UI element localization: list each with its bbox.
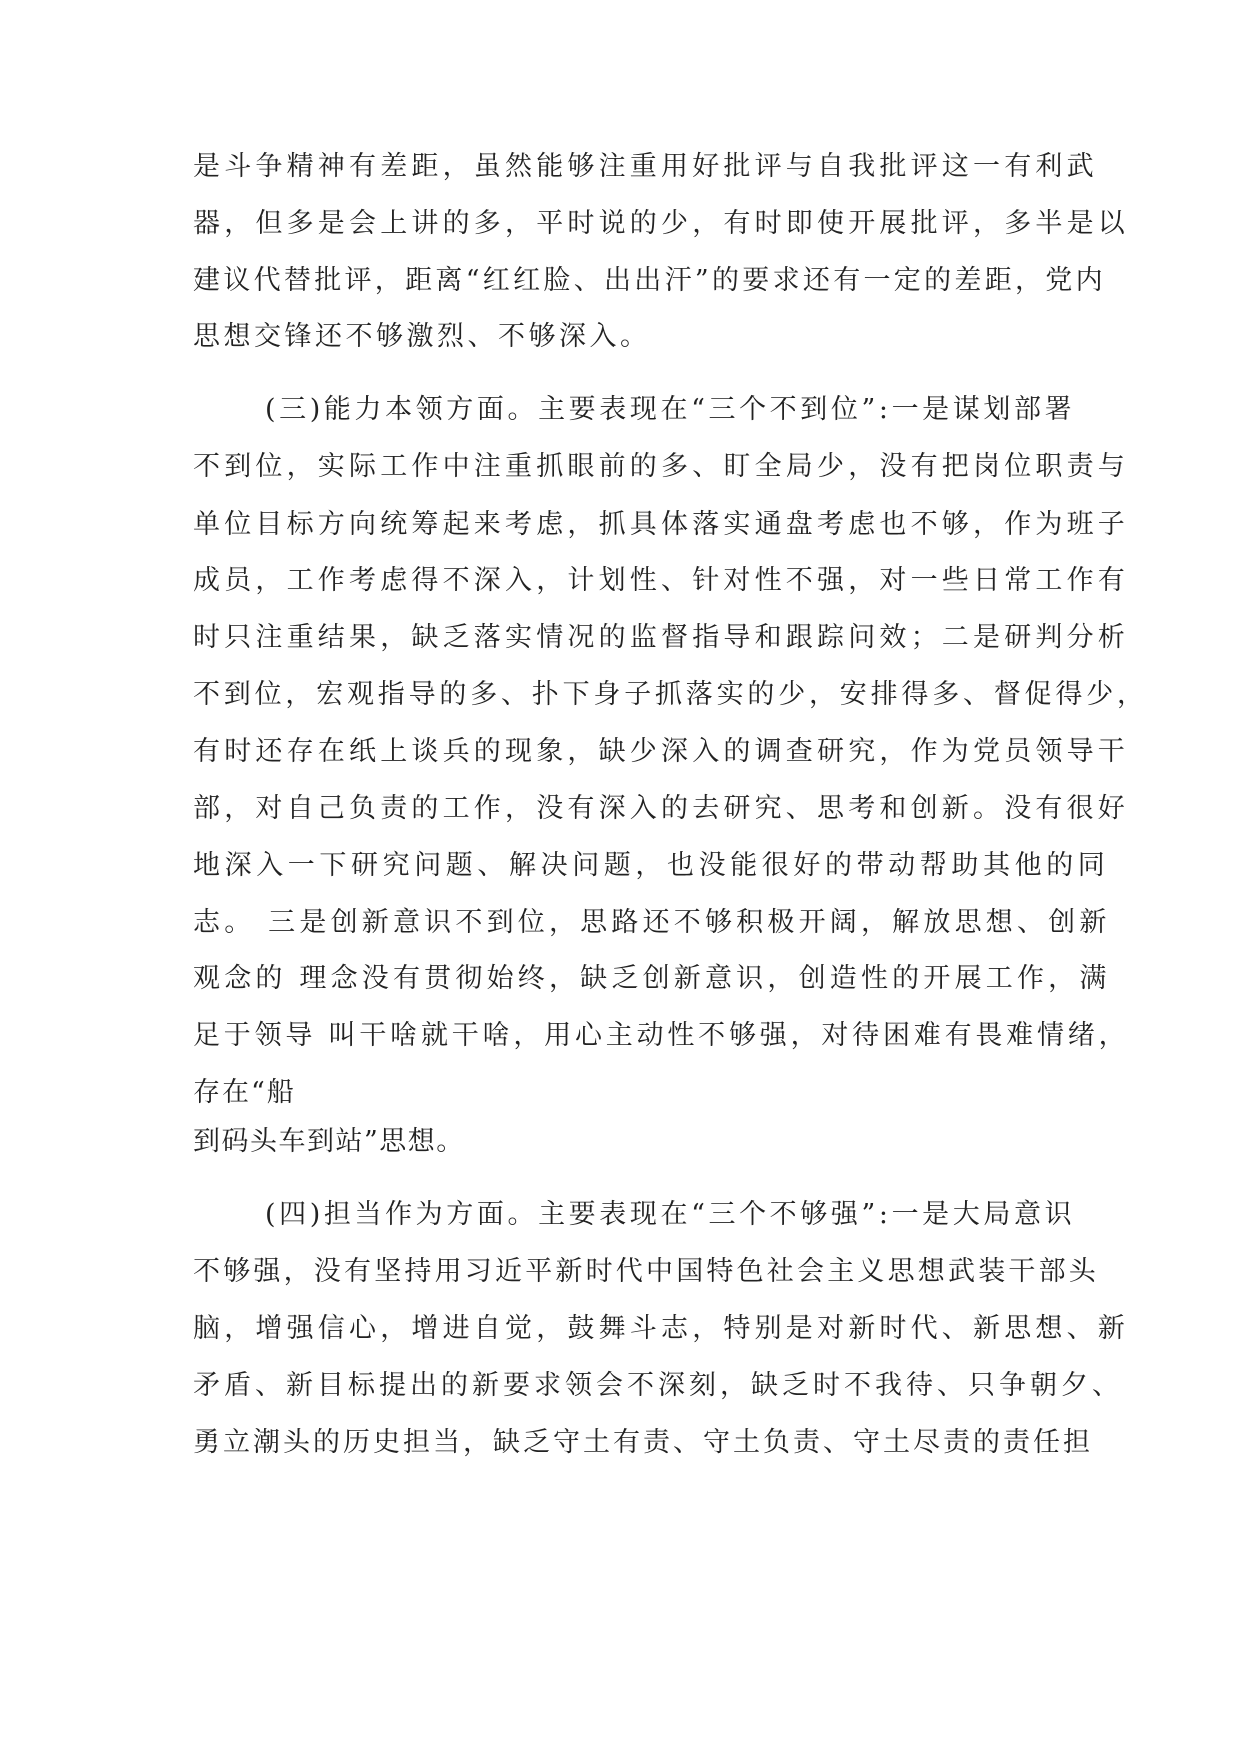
text-line: 有时还存在纸上谈兵的现象，缺少深入的调查研究，作为党员领导干 — [193, 736, 1129, 767]
text-line: 到码头车到站”思想。 — [193, 1126, 465, 1157]
text-line: (三)能力本领方面。主要表现在“三个不到位”:一是谋划部署 — [265, 394, 1076, 425]
text-line: 观念的 理念没有贯彻始终，缺乏创新意识，创造性的开展工作，满 — [193, 963, 1111, 994]
text-line: 是斗争精神有差距，虽然能够注重用好批评与自我批评这一有利武 — [193, 151, 1098, 182]
text-line: 建议代替批评，距离“红红脸、出出汗”的要求还有一定的差距，党内 — [193, 265, 1106, 296]
text-line: 不到位，实际工作中注重抓眼前的多、盯全局少，没有把岗位职责与 — [193, 451, 1129, 482]
text-line: 思想交锋还不够激烈、不够深入。 — [193, 321, 651, 352]
text-line: 器，但多是会上讲的多，平时说的少，有时即使开展批评，多半是以 — [193, 208, 1129, 239]
text-line: 单位目标方向统筹起来考虑，抓具体落实通盘考虑也不够，作为班子 — [193, 509, 1129, 540]
text-line: 不够强，没有坚持用习近平新时代中国特色社会主义思想武装干部头 — [193, 1256, 1099, 1287]
text-line: 足于领导 叫干啥就干啥，用心主动性不够强，对待困难有畏难情绪， — [193, 1020, 1130, 1051]
text-line: 不到位，宏观指导的多、扑下身子抓落实的少，安排得多、督促得少， — [193, 679, 1148, 710]
text-line: 脑，增强信心，增进自觉，鼓舞斗志，特别是对新时代、新思想、新 — [193, 1313, 1129, 1344]
text-line: 矛盾、新目标提出的新要求领会不深刻，缺乏时不我待、只争朝夕、 — [193, 1370, 1123, 1401]
text-line: 时只注重结果，缺乏落实情况的监督指导和跟踪问效；二是研判分析 — [193, 622, 1129, 653]
text-line: 志。 三是创新意识不到位，思路还不够积极开阔，解放思想、创新 — [193, 907, 1111, 938]
text-line: 部，对自己负责的工作，没有深入的去研究、思考和创新。没有很好 — [193, 793, 1129, 824]
text-line: 勇立潮头的历史担当，缺乏守土有责、守土负责、守土尽责的责任担 — [193, 1427, 1093, 1458]
text-line: (四)担当作为方面。主要表现在“三个不够强”:一是大局意识 — [265, 1199, 1076, 1230]
text-line: 成员，工作考虑得不深入，计划性、针对性不强，对一些日常工作有 — [193, 565, 1129, 596]
text-line: 地深入一下研究问题、解决问题，也没能很好的带动帮助其他的同 — [193, 850, 1110, 881]
text-line: 存在“船 — [193, 1077, 296, 1108]
